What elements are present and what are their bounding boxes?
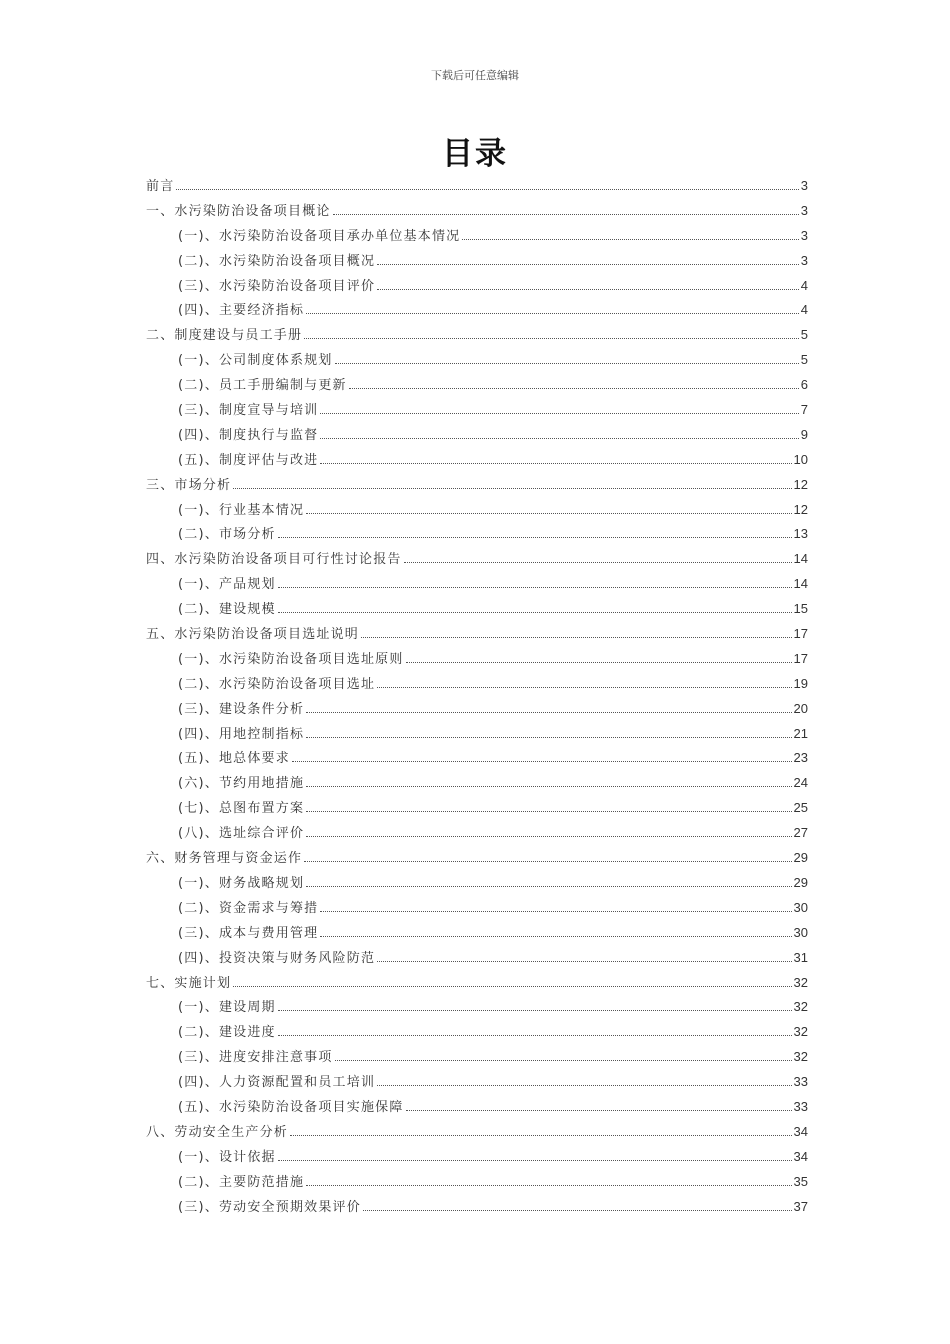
toc-entry-page-number: 15	[793, 601, 808, 617]
toc-entry[interactable]	[146, 1146, 808, 1171]
dot-leader	[278, 537, 792, 538]
dot-leader	[377, 961, 791, 962]
toc-entry-label: (三)、水污染防治设备项目评价	[178, 278, 376, 294]
toc-entry-page-number: 37	[793, 1198, 808, 1214]
toc-entry-page-number: 20	[793, 700, 808, 716]
toc-entry-page-number: 23	[793, 750, 808, 766]
toc-entry-label: (三)、制度宣导与培训	[178, 403, 319, 419]
toc-entry-label: (二)、建设进度	[178, 1025, 276, 1041]
dot-leader	[306, 786, 791, 787]
toc-entry[interactable]	[146, 598, 808, 623]
dot-leader	[233, 488, 791, 489]
dot-leader	[306, 737, 791, 738]
toc-entry[interactable]	[146, 250, 808, 275]
dot-leader	[306, 886, 791, 887]
toc-entry-label: 前言	[146, 179, 175, 194]
toc-entry[interactable]	[146, 225, 808, 250]
toc-entry[interactable]	[146, 424, 808, 449]
toc-entry-page-number: 5	[800, 352, 808, 368]
dot-leader	[320, 911, 791, 912]
toc-entry-page-number: 3	[800, 178, 808, 193]
toc-entry-page-number: 31	[793, 949, 808, 965]
toc-entry[interactable]	[146, 698, 808, 723]
dot-leader	[278, 612, 792, 613]
toc-entry-label: (六)、节约用地措施	[178, 776, 305, 792]
dot-leader	[176, 189, 798, 190]
dot-leader	[462, 239, 798, 240]
toc-entry[interactable]	[146, 872, 808, 897]
toc-entry-label: (四)、投资决策与财务风险防范	[178, 950, 376, 966]
dot-leader	[377, 1085, 791, 1086]
toc-entry-label: 二、制度建设与员工手册	[146, 328, 303, 344]
toc-entry[interactable]	[146, 996, 808, 1021]
dot-leader	[377, 289, 799, 290]
toc-entry-label: (五)、水污染防治设备项目实施保障	[178, 1099, 404, 1115]
toc-entry-label: 八、劳动安全生产分析	[146, 1124, 289, 1140]
toc-entry-page-number: 6	[800, 377, 808, 393]
toc-entry[interactable]	[146, 972, 808, 997]
toc-entry-label: (三)、劳动安全预期效果评价	[178, 1199, 361, 1215]
dot-leader	[320, 936, 791, 937]
toc-entry-page-number: 24	[793, 775, 808, 791]
page-title: 目录	[442, 136, 508, 172]
toc-entry-label: (三)、成本与费用管理	[178, 925, 319, 941]
dot-leader	[278, 587, 792, 588]
dot-leader	[278, 1035, 792, 1036]
toc-entry[interactable]	[146, 548, 808, 573]
toc-entry-label: (七)、总图布置方案	[178, 801, 305, 817]
toc-entry-label: (一)、水污染防治设备项目承办单位基本情况	[178, 228, 461, 244]
toc-entry-label: (四)、人力资源配置和员工培训	[178, 1075, 376, 1091]
dot-leader	[292, 761, 792, 762]
toc-entry-label: (三)、建设条件分析	[178, 701, 305, 717]
toc-entry-label: 三、市场分析	[146, 477, 232, 493]
toc-entry-label: (一)、设计依据	[178, 1149, 276, 1165]
toc-entry[interactable]	[146, 275, 808, 300]
toc-entry-page-number: 3	[800, 252, 808, 268]
dot-leader	[278, 1160, 792, 1161]
toc-entry-label: (四)、主要经济指标	[178, 303, 305, 319]
toc-entry-label: 五、水污染防治设备项目选址说明	[146, 627, 360, 643]
toc-entry-label: 七、实施计划	[146, 975, 232, 991]
toc-entry-label: (二)、市场分析	[178, 527, 276, 543]
toc-entry-page-number: 29	[793, 850, 808, 866]
toc-entry-label: (一)、行业基本情况	[178, 502, 305, 518]
toc-entry-label: (一)、建设周期	[178, 1000, 276, 1016]
toc-entry[interactable]	[146, 175, 808, 200]
toc-entry-page-number: 33	[793, 1074, 808, 1090]
dot-leader	[377, 264, 799, 265]
dot-leader	[377, 687, 791, 688]
toc-entry[interactable]	[146, 947, 808, 972]
toc-entry[interactable]	[146, 299, 808, 324]
toc-entry-page-number: 12	[793, 476, 808, 492]
toc-entry[interactable]	[146, 922, 808, 947]
toc-entry[interactable]	[146, 474, 808, 499]
toc-entry-label: (五)、制度评估与改进	[178, 452, 319, 468]
dot-leader	[404, 562, 792, 563]
toc-entry-label: (四)、用地控制指标	[178, 726, 305, 742]
page-header: 下载后可任意编辑	[431, 69, 519, 82]
toc-entry-label: (二)、水污染防治设备项目概况	[178, 253, 376, 269]
toc-entry-page-number: 3	[800, 202, 808, 218]
toc-entry[interactable]	[146, 897, 808, 922]
toc-entry-page-number: 34	[793, 1123, 808, 1139]
toc-entry-page-number: 13	[793, 526, 808, 542]
dot-leader	[320, 438, 798, 439]
toc-entry[interactable]	[146, 797, 808, 822]
toc-entry-page-number: 33	[793, 1098, 808, 1114]
toc-entry[interactable]	[146, 822, 808, 847]
toc-entry[interactable]	[146, 523, 808, 548]
toc-entry[interactable]	[146, 673, 808, 698]
toc-entry-page-number: 30	[793, 924, 808, 940]
toc-entry[interactable]	[146, 1171, 808, 1196]
toc-entry-label: (一)、产品规划	[178, 577, 276, 593]
toc-entry[interactable]	[146, 374, 808, 399]
dot-leader	[278, 1010, 792, 1011]
toc-entry[interactable]	[146, 1196, 808, 1221]
toc-entry[interactable]	[146, 747, 808, 772]
dot-leader	[363, 1210, 792, 1211]
toc-entry-page-number: 34	[793, 1148, 808, 1164]
toc-entry[interactable]	[146, 200, 808, 225]
toc-entry-page-number: 10	[793, 451, 808, 467]
dot-leader	[406, 662, 792, 663]
toc-entry-page-number: 14	[793, 551, 808, 567]
toc-entry[interactable]	[146, 847, 808, 872]
toc-entry-page-number: 4	[800, 277, 808, 293]
toc-entry-label: (二)、主要防范措施	[178, 1174, 305, 1190]
toc-entry-page-number: 32	[793, 1049, 808, 1065]
dot-leader	[304, 338, 799, 339]
dot-leader	[306, 836, 791, 837]
toc-entry[interactable]	[146, 1071, 808, 1096]
dot-leader	[333, 214, 799, 215]
toc-entry[interactable]	[146, 324, 808, 349]
toc-entry-page-number: 27	[793, 825, 808, 841]
toc-entry[interactable]	[146, 1121, 808, 1146]
toc-entry-page-number: 12	[793, 501, 808, 517]
toc-entry[interactable]	[146, 399, 808, 424]
toc-entry-label: (二)、水污染防治设备项目选址	[178, 676, 376, 692]
toc-entry[interactable]	[146, 573, 808, 598]
table-of-contents	[146, 175, 808, 1220]
toc-entry-label: 六、财务管理与资金运作	[146, 851, 303, 867]
dot-leader	[306, 811, 791, 812]
toc-entry-label: (五)、地总体要求	[178, 751, 290, 767]
toc-entry-label: 四、水污染防治设备项目可行性讨论报告	[146, 552, 402, 568]
toc-entry-page-number: 32	[793, 1024, 808, 1040]
dot-leader	[306, 1185, 791, 1186]
toc-entry-page-number: 25	[793, 800, 808, 816]
dot-leader	[320, 463, 791, 464]
toc-entry-page-number: 7	[800, 402, 808, 418]
toc-entry-label: (二)、员工手册编制与更新	[178, 378, 347, 394]
toc-entry-label: (二)、资金需求与筹措	[178, 900, 319, 916]
toc-entry-page-number: 35	[793, 1173, 808, 1189]
toc-entry-page-number: 4	[800, 302, 808, 318]
toc-entry-page-number: 29	[793, 874, 808, 890]
toc-entry-page-number: 14	[793, 576, 808, 592]
dot-leader	[290, 1135, 792, 1136]
toc-entry-page-number: 30	[793, 899, 808, 915]
dot-leader	[349, 388, 799, 389]
dot-leader	[306, 712, 791, 713]
toc-entry[interactable]	[146, 1021, 808, 1046]
dot-leader	[335, 1060, 792, 1061]
toc-entry-label: (一)、公司制度体系规划	[178, 353, 333, 369]
toc-entry-page-number: 17	[793, 626, 808, 642]
dot-leader	[306, 513, 791, 514]
toc-entry[interactable]	[146, 449, 808, 474]
toc-entry[interactable]	[146, 772, 808, 797]
dot-leader	[320, 413, 798, 414]
dot-leader	[233, 986, 791, 987]
toc-entry[interactable]	[146, 349, 808, 374]
dot-leader	[335, 363, 799, 364]
toc-entry-page-number: 32	[793, 974, 808, 990]
dot-leader	[406, 1110, 792, 1111]
toc-entry[interactable]	[146, 623, 808, 648]
dot-leader	[306, 313, 799, 314]
toc-entry[interactable]	[146, 723, 808, 748]
toc-entry-label: (三)、进度安排注意事项	[178, 1050, 333, 1066]
toc-entry-label: (二)、建设规模	[178, 602, 276, 618]
toc-entry-page-number: 5	[800, 327, 808, 343]
toc-entry-page-number: 32	[793, 999, 808, 1015]
toc-entry-label: 一、水污染防治设备项目概论	[146, 203, 331, 219]
toc-entry-label: (一)、财务战略规划	[178, 875, 305, 891]
toc-entry-label: (四)、制度执行与监督	[178, 427, 319, 443]
toc-entry-page-number: 3	[800, 227, 808, 243]
toc-entry-label: (一)、水污染防治设备项目选址原则	[178, 651, 404, 667]
toc-entry-page-number: 21	[793, 725, 808, 741]
toc-entry-page-number: 19	[793, 675, 808, 691]
toc-entry[interactable]	[146, 1096, 808, 1121]
toc-entry-page-number: 9	[800, 426, 808, 442]
toc-entry-label: (八)、选址综合评价	[178, 826, 305, 842]
dot-leader	[304, 861, 791, 862]
toc-entry[interactable]	[146, 648, 808, 673]
toc-entry-page-number: 17	[793, 650, 808, 666]
toc-entry[interactable]	[146, 1046, 808, 1071]
dot-leader	[361, 637, 792, 638]
toc-entry[interactable]	[146, 499, 808, 524]
